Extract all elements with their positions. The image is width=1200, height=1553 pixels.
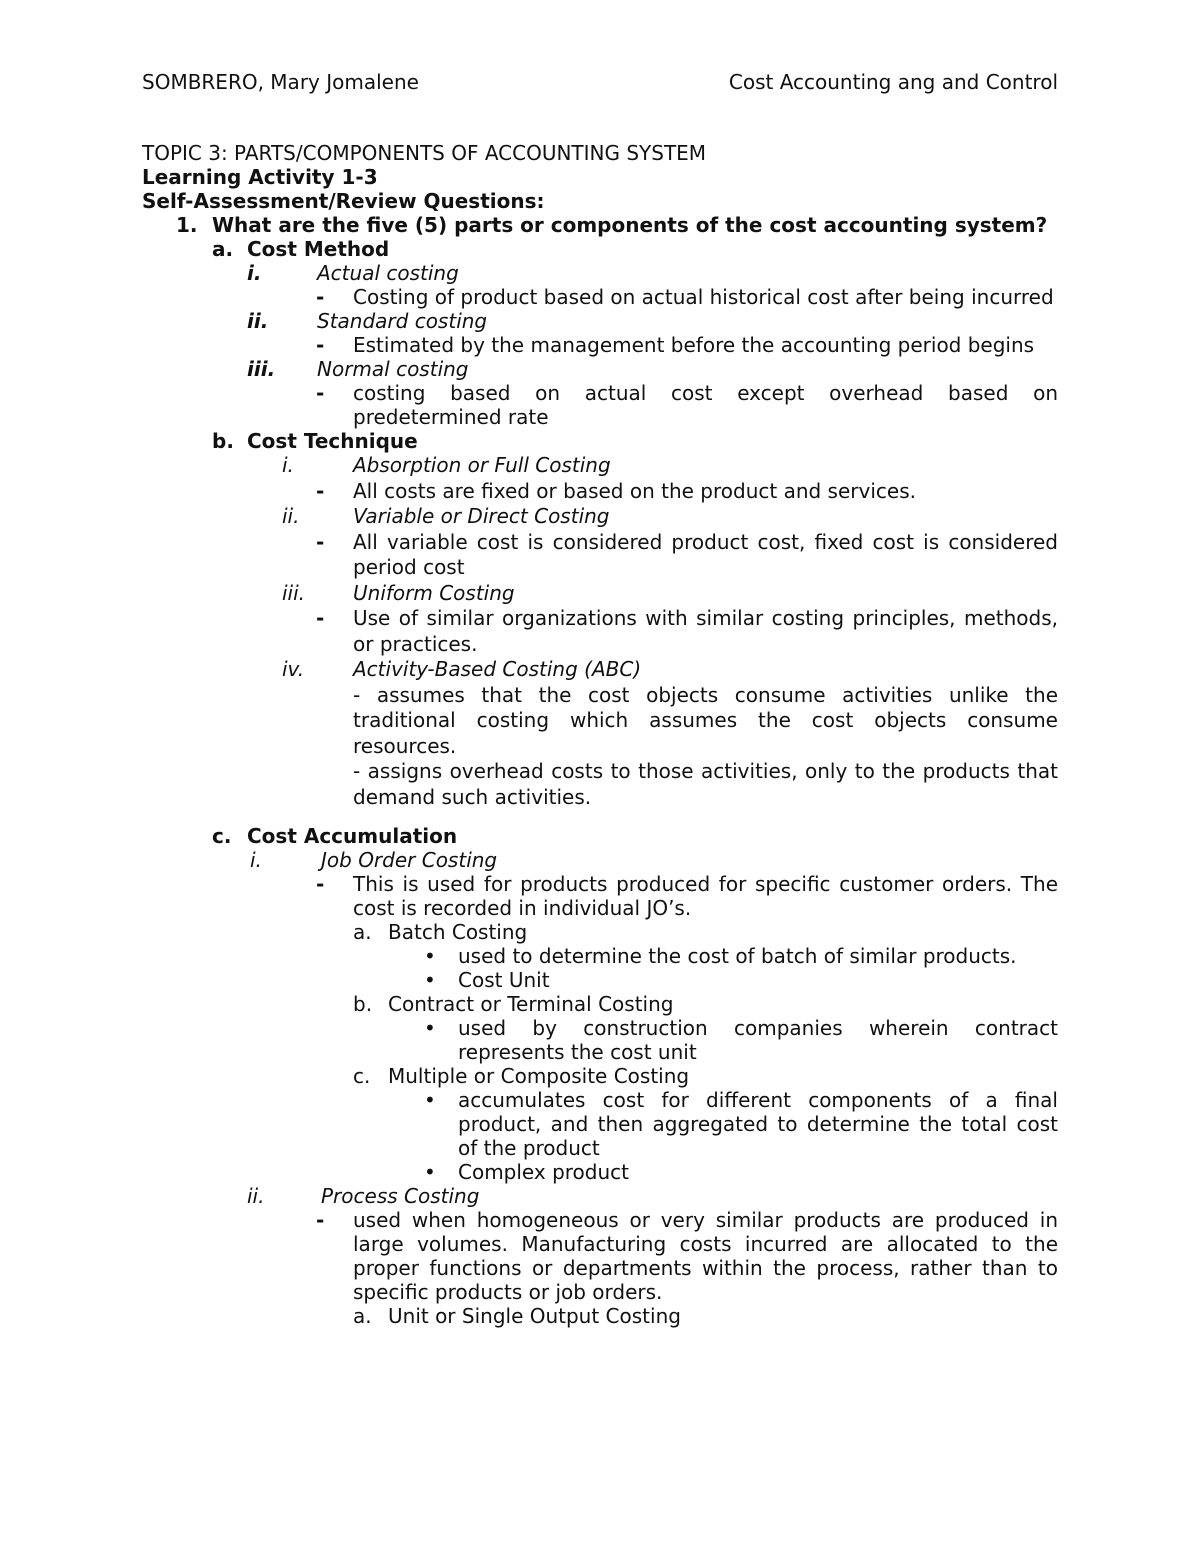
- multiple-costing-bullet-1: [142, 1088, 1058, 1160]
- job-order-label: Job Order Costing: [321, 848, 498, 872]
- topic-heading: TOPIC 3: PARTS/COMPONENTS OF ACCOUNTING SYSTEM: [142, 141, 707, 165]
- dash-marker: -: [316, 606, 325, 630]
- question-1-text: What are the five (5) parts or components of the cost accounting system?: [212, 213, 1048, 237]
- cost-technique-item-3-label: Uniform Costing: [353, 580, 515, 605]
- cost-technique-item-3-num: iii.: [282, 580, 306, 605]
- dash-marker: -: [316, 529, 325, 554]
- contract-costing-heading: [142, 992, 1058, 1016]
- multiple-costing-heading: [142, 1064, 1058, 1088]
- cost-technique-item-4-label: Activity-Based Costing (ABC): [353, 657, 642, 681]
- job-order-desc-row: [142, 872, 1058, 920]
- unit-costing-marker: a.: [353, 1304, 372, 1328]
- unit-costing-heading: [142, 1304, 1058, 1328]
- process-costing-label: Process Costing: [321, 1184, 480, 1208]
- section-c-heading: [142, 824, 1058, 848]
- cost-technique-item-3-desc-row: [142, 606, 1058, 657]
- section-a-title: Cost Method: [247, 237, 390, 261]
- section-c-marker: c.: [212, 824, 232, 848]
- cost-technique-item-2: [142, 504, 1058, 530]
- multiple-costing-bullet-2: [142, 1160, 1058, 1184]
- batch-costing-heading: [142, 920, 1058, 944]
- batch-costing-marker: a.: [353, 920, 372, 944]
- cost-technique-item-4-desc-1: - assumes that the cost objects consume activities unlike the traditional costing which assumes the cost objects consume resources.: [353, 682, 1058, 758]
- section-b-marker: b.: [212, 429, 234, 453]
- process-costing-heading: [142, 1184, 1058, 1208]
- document-body: [142, 141, 1058, 1328]
- dash-marker: -: [316, 381, 325, 405]
- bullet-marker: •: [424, 968, 436, 992]
- multiple-costing-label: Multiple or Composite Costing: [388, 1064, 690, 1088]
- cost-technique-item-2-desc: All variable cost is considered product cost, fixed cost is considered period cost: [353, 529, 1058, 579]
- header-course: Cost Accounting ang and Control: [728, 70, 1058, 94]
- bullet-marker: •: [424, 1016, 436, 1040]
- question-1-number: 1.: [176, 213, 198, 237]
- bullet-marker: •: [424, 944, 436, 968]
- cost-technique-item-4: [142, 657, 1058, 683]
- cost-technique-item-2-num: ii.: [282, 504, 300, 528]
- cost-method-item-2-label: Standard costing: [317, 309, 488, 333]
- bullet-marker: •: [424, 1088, 436, 1112]
- contract-costing-marker: b.: [353, 992, 373, 1016]
- batch-costing-bullet-2-text: Cost Unit: [458, 968, 550, 992]
- cost-method-item-1-desc-row: [142, 285, 1058, 309]
- job-order-num: i.: [250, 848, 262, 872]
- section-c-title: Cost Accumulation: [247, 824, 458, 848]
- dash-marker: -: [316, 285, 325, 309]
- process-costing-desc: used when homogeneous or very similar products are produced in large volumes. Manufacturing costs incurred are allocated to the proper functions or departments within the process, rather than to specific products or job orders.: [353, 1208, 1058, 1304]
- cost-method-item-2-desc-row: [142, 333, 1058, 357]
- header-author: SOMBRERO, Mary Jomalene: [142, 70, 419, 94]
- cost-method-item-1: [142, 261, 1058, 285]
- contract-costing-label: Contract or Terminal Costing: [388, 992, 674, 1016]
- section-b-heading: [142, 429, 1058, 453]
- cost-method-item-1-desc: Costing of product based on actual historical cost after being incurred: [353, 285, 1054, 309]
- cost-method-item-3-desc-row: [142, 381, 1058, 429]
- job-order-heading: [142, 848, 1058, 872]
- cost-technique-item-3: [142, 581, 1058, 607]
- dash-marker: -: [316, 333, 325, 357]
- cost-technique-item-1-label: Absorption or Full Costing: [353, 453, 611, 477]
- cost-technique-item-1: [142, 453, 1058, 479]
- cost-technique-item-4-desc-2: - assigns overhead costs to those activities, only to the products that demand such activities.: [353, 759, 1058, 809]
- cost-technique-item-1-desc: All costs are fixed or based on the product and services.: [353, 478, 916, 503]
- cost-method-item-3-desc: costing based on actual cost except overhead based on predetermined rate: [353, 381, 1058, 429]
- bullet-marker: •: [424, 1160, 436, 1184]
- batch-costing-label: Batch Costing: [388, 920, 528, 944]
- cost-method-item-2-num: ii.: [247, 309, 269, 333]
- spacer: [142, 810, 1058, 824]
- question-1: [142, 213, 1058, 237]
- section-a-marker: a.: [212, 237, 234, 261]
- multiple-costing-marker: c.: [353, 1064, 371, 1088]
- dash-marker: -: [316, 478, 325, 503]
- batch-costing-bullet-1-text: used to determine the cost of batch of similar products.: [458, 944, 1017, 968]
- activity-heading: Learning Activity 1-3: [142, 165, 378, 189]
- section-b-title: Cost Technique: [247, 429, 418, 453]
- review-heading: Self-Assessment/Review Questions:: [142, 189, 545, 213]
- cost-technique-item-4-num: iv.: [282, 657, 305, 681]
- process-costing-num: ii.: [247, 1184, 265, 1208]
- cost-technique-item-2-label: Variable or Direct Costing: [353, 504, 610, 528]
- section-a-heading: [142, 237, 1058, 261]
- cost-technique-item-2-desc-row: [142, 530, 1058, 581]
- process-costing-desc-row: [142, 1208, 1058, 1304]
- job-order-desc: This is used for products produced for specific customer orders. The cost is recorded in individual JO’s.: [353, 872, 1058, 920]
- contract-costing-bullet-1-text: used by construction companies wherein contract represents the cost unit: [458, 1016, 1058, 1064]
- unit-costing-label: Unit or Single Output Costing: [388, 1304, 681, 1328]
- batch-costing-bullet-2: [142, 968, 1058, 992]
- cost-technique-item-3-desc: Use of similar organizations with similar costing principles, methods, or practices.: [353, 606, 1058, 656]
- cost-method-item-2: [142, 309, 1058, 333]
- cost-method-item-1-num: i.: [247, 261, 262, 285]
- multiple-costing-bullet-1-text: accumulates cost for different components of a final product, and then aggregated to determine the total cost of the product: [458, 1088, 1058, 1160]
- cost-method-item-3: [142, 357, 1058, 381]
- contract-costing-bullet-1: [142, 1016, 1058, 1064]
- cost-method-item-3-label: Normal costing: [317, 357, 469, 381]
- batch-costing-bullet-1: [142, 944, 1058, 968]
- cost-method-item-2-desc: Estimated by the management before the accounting period begins: [353, 333, 1035, 357]
- dash-marker: -: [316, 872, 325, 896]
- multiple-costing-bullet-2-text: Complex product: [458, 1160, 630, 1184]
- cost-technique-list: [142, 453, 1058, 810]
- dash-marker: -: [316, 1208, 325, 1232]
- cost-technique-item-1-desc-row: [142, 479, 1058, 505]
- cost-technique-item-1-num: i.: [282, 453, 294, 477]
- cost-method-item-1-label: Actual costing: [317, 261, 459, 285]
- cost-method-item-3-num: iii.: [247, 357, 276, 381]
